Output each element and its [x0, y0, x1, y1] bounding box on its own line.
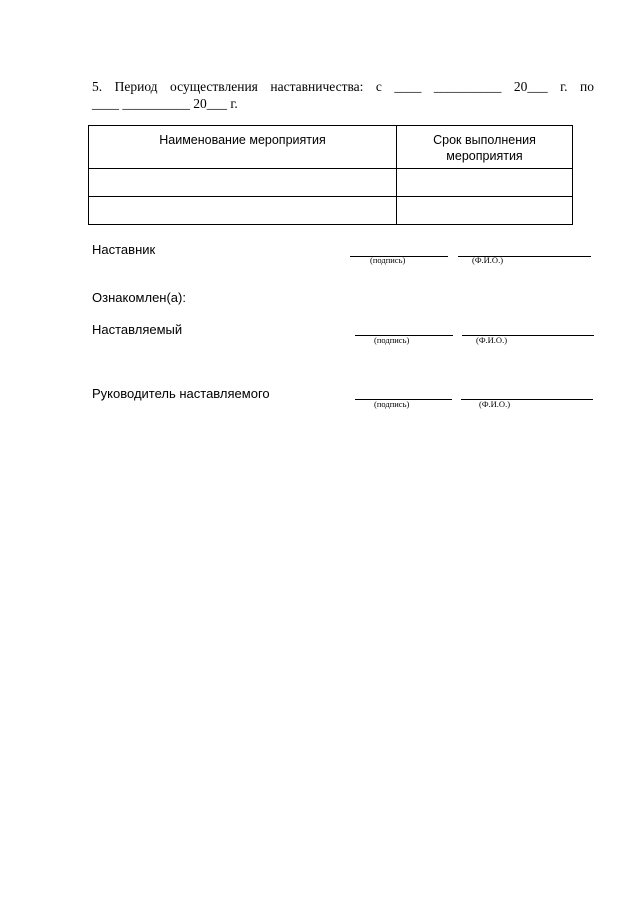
- mentor-signature-row: [92, 242, 602, 265]
- mentee-signature-row: [92, 322, 602, 345]
- manager-signature-row: [92, 386, 602, 409]
- table-cell[interactable]: [397, 197, 573, 225]
- header-activity-deadline: Срок выполнения мероприятия: [397, 126, 573, 169]
- header-activity-name: Наименование мероприятия: [89, 126, 397, 169]
- period-word: наставничества:: [270, 79, 364, 94]
- table-row: [89, 197, 573, 225]
- mentor-signature-caption: (подпись): [370, 255, 406, 265]
- period-word: Период: [114, 79, 158, 94]
- table-row: [89, 169, 573, 197]
- period-word: 5.: [92, 79, 103, 94]
- period-blank-month: __________: [433, 79, 502, 94]
- period-line-2: ____ __________ 20___ г.: [92, 96, 238, 111]
- period-blank-year: 20___: [513, 79, 548, 94]
- acknowledged-label: Ознакомлен(а):: [92, 290, 186, 305]
- period-word: по: [579, 79, 594, 94]
- mentee-label: Наставляемый: [92, 322, 183, 337]
- mentor-name-caption: (Ф.И.О.): [472, 255, 504, 265]
- table-cell[interactable]: [89, 197, 397, 225]
- manager-signature-caption: (подпись): [374, 399, 410, 409]
- table-cell[interactable]: [89, 169, 397, 197]
- period-word: г.: [560, 79, 568, 94]
- period-blank-day: ____: [394, 79, 422, 94]
- manager-name-caption: (Ф.И.О.): [479, 399, 511, 409]
- activities-table: [88, 125, 573, 225]
- table-cell[interactable]: [397, 169, 573, 197]
- mentor-label: Наставник: [92, 242, 156, 257]
- manager-label: Руководитель наставляемого: [92, 386, 270, 401]
- table-header-row: [89, 126, 573, 169]
- period-word: с: [375, 79, 382, 94]
- period-word: осуществления: [170, 79, 258, 94]
- period-line-1: [92, 78, 594, 95]
- mentee-signature-caption: (подпись): [374, 335, 410, 345]
- mentee-name-caption: (Ф.И.О.): [476, 335, 508, 345]
- period-paragraph: [92, 78, 594, 112]
